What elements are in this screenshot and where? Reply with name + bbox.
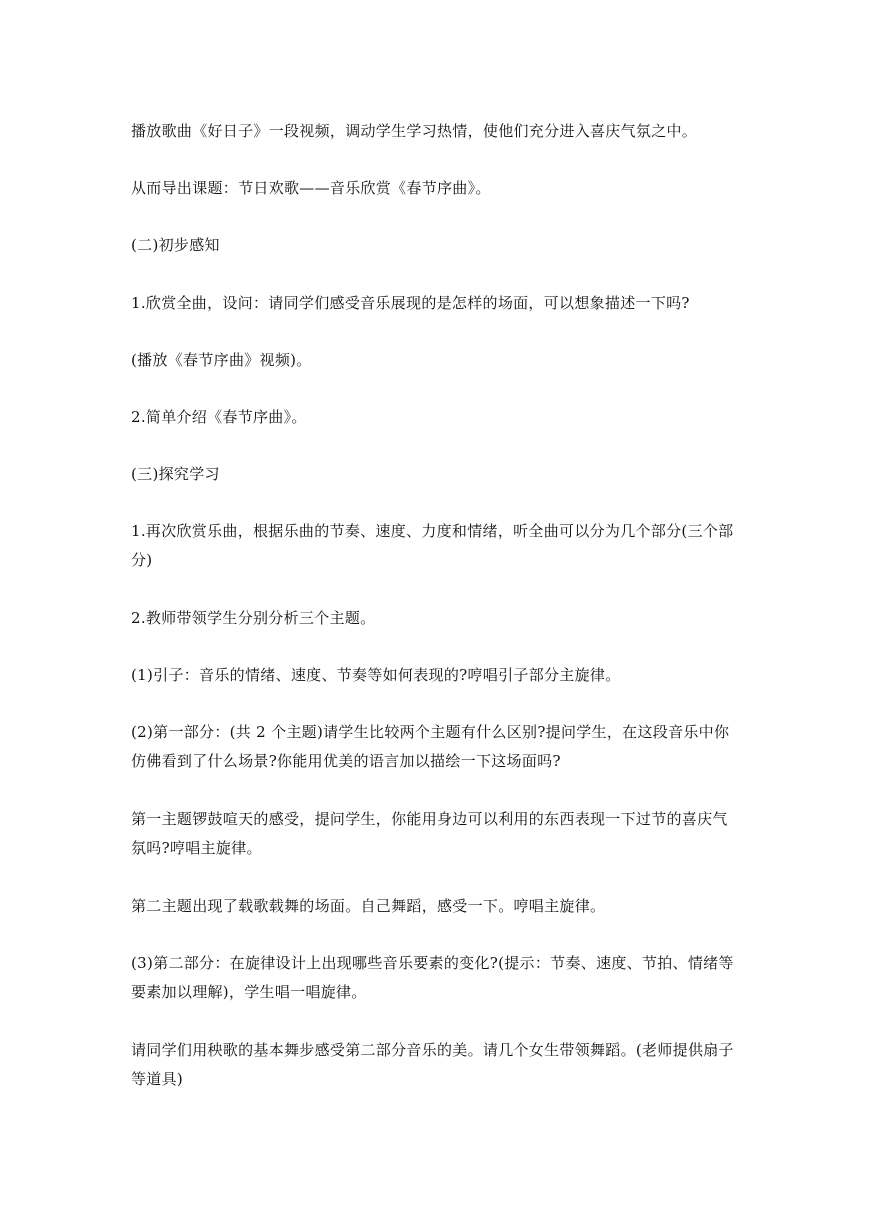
paragraph-second-theme: 第二主题出现了载歌载舞的场面。自己舞蹈，感受一下。哼唱主旋律。: [131, 897, 606, 915]
section-heading-exploration: (三)探究学习: [131, 465, 220, 483]
paragraph-first-part: (2)第一部分：(共 2 个主题)请学生比较两个主题有什么区别?提问学生，在这段音乐中你仿佛看到了什么场景?你能用优美的语言加以描绘一下这场面吗?: [131, 723, 730, 770]
paragraph-second-part: (3)第二部分：在旋律设计上出现哪些音乐要素的变化?(提示：节奏、速度、节拍、情绪等要素加以理解)，学生唱一唱旋律。: [131, 954, 734, 1001]
paragraph-lesson-topic: 从而导出课题：节日欢歌——音乐欣赏《春节序曲》。: [131, 179, 491, 197]
paragraph-introduction-part: (1)引子：音乐的情绪、速度、节奏等如何表现的?哼唱引子部分主旋律。: [131, 666, 621, 684]
paragraph-first-theme: 第一主题锣鼓喧天的感受，提问学生，你能用身边可以利用的东西表现一下过节的喜庆气氛吗?哼唱主旋律。: [131, 810, 728, 857]
paragraph-analyze-themes: 2.教师带领学生分别分析三个主题。: [131, 609, 376, 627]
paragraph-listen-again: 1.再次欣赏乐曲，根据乐曲的节奏、速度、力度和情绪，听全曲可以分为几个部分(三个部分): [131, 522, 734, 569]
paragraph-intro-video: 播放歌曲《好日子》一段视频，调动学生学习热情，使他们充分进入喜庆气氛之中。: [131, 122, 698, 140]
paragraph-listen-whole: 1.欣赏全曲，设问：请同学们感受音乐展现的是怎样的场面，可以想象描述一下吗?: [131, 294, 690, 312]
paragraph-introduce-piece: 2.简单介绍《春节序曲》。: [131, 408, 307, 426]
section-heading-initial-perception: (二)初步感知: [131, 236, 220, 254]
paragraph-yangge-dance: 请同学们用秧歌的基本舞步感受第二部分音乐的美。请几个女生带领舞蹈。(老师提供扇子等道具): [131, 1041, 734, 1088]
paragraph-play-video: (播放《春节序曲》视频)。: [131, 351, 312, 369]
